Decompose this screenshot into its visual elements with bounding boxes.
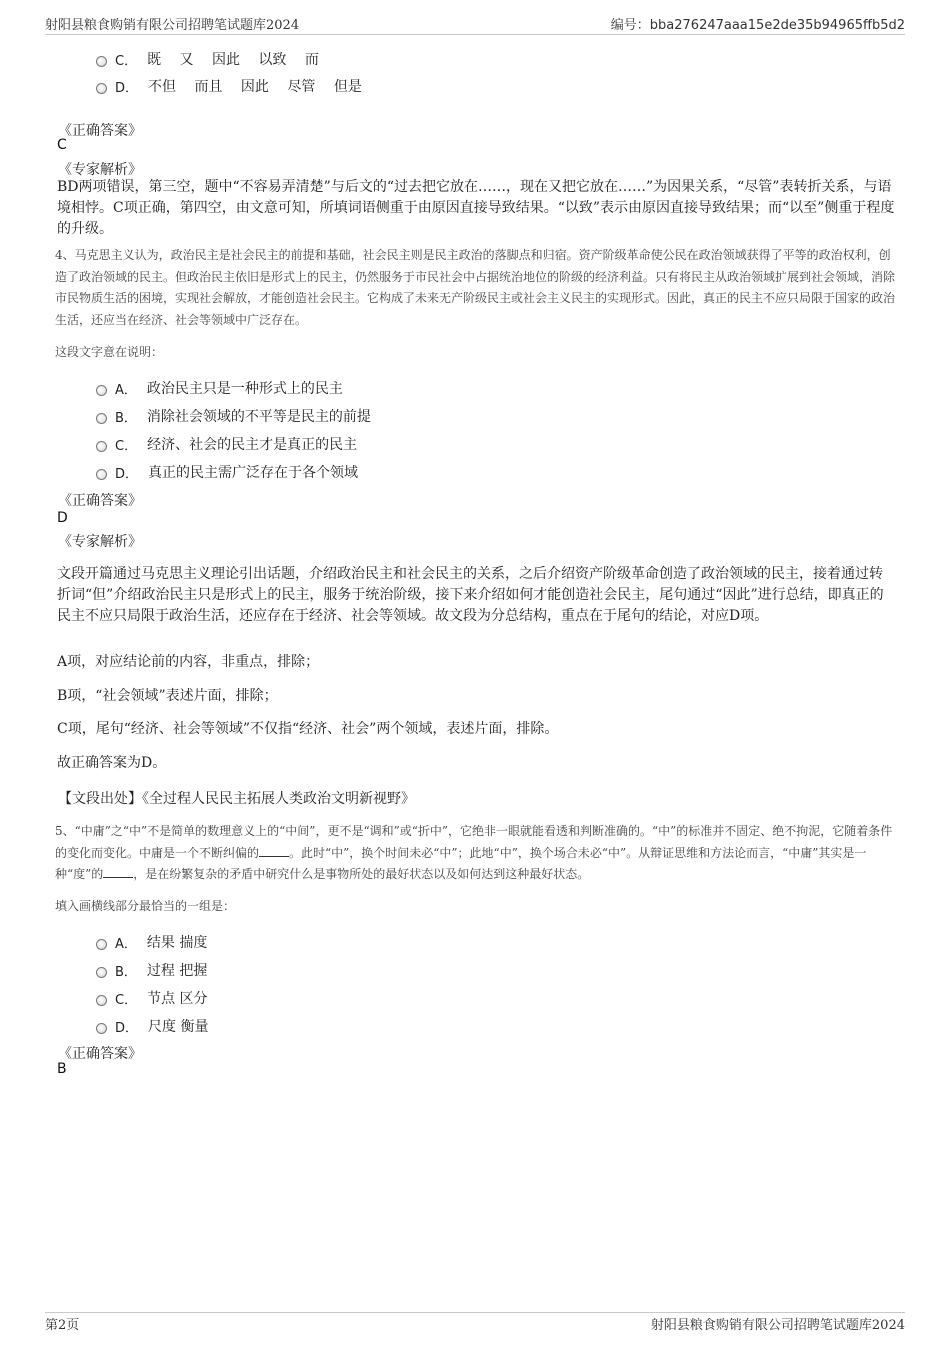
q4-analysis-label: 《专家解析》 <box>58 534 142 550</box>
radio-button-icon[interactable] <box>96 413 107 424</box>
q3-option-d[interactable] <box>96 76 362 96</box>
option-text: 不但 而且 因此 尽管 但是 <box>148 79 362 95</box>
q4-option-b[interactable] <box>96 406 371 426</box>
option-letter: B． <box>115 410 137 426</box>
page-number: 第2页 <box>45 1318 80 1333</box>
option-letter: B． <box>115 964 137 980</box>
radio-button-icon[interactable] <box>96 967 107 978</box>
radio-button-icon[interactable] <box>96 469 107 480</box>
q5-option-b[interactable] <box>96 960 207 980</box>
page-header-title: 射阳县粮食购销有限公司招聘笔试题库2024 <box>45 18 300 33</box>
radio-button-icon[interactable] <box>96 939 107 950</box>
radio-button-icon[interactable] <box>96 56 107 67</box>
q3-option-c[interactable] <box>96 49 319 69</box>
q4-prompt: 这段文字意在说明： <box>55 345 164 359</box>
option-text: 消除社会领域的不平等是民主的前提 <box>146 409 371 425</box>
q4-answer: D <box>57 510 68 526</box>
q5-stem-part-2: 。此时“中”，换个时间未必“中”；此地“中”，换个场合未必“中”。从辩证思维和方法论而言，“中庸”其实是一种“度”的 <box>55 845 867 881</box>
option-letter: A． <box>115 382 137 398</box>
q5-stem-part-3: ，是在纷繁复杂的矛盾中研究什么是事物所处的最好状态以及如何达到这种最好状态。 <box>133 867 590 881</box>
q4-note-c: C项，尾句“经济、社会等领域”不仅指“经济、社会”两个领域，表述片面，排除。 <box>57 721 559 737</box>
q3-analysis-label: 《专家解析》 <box>58 162 142 178</box>
q3-answer: C <box>57 137 67 153</box>
option-letter: C． <box>115 992 138 1008</box>
header-divider <box>45 34 905 35</box>
radio-button-icon[interactable] <box>96 995 107 1006</box>
radio-button-icon[interactable] <box>96 1023 107 1034</box>
q5-option-c[interactable] <box>96 988 208 1008</box>
q4-source: 【文段出处】《全过程人民民主拓展人类政治文明新视野》 <box>58 791 415 807</box>
option-text: 政治民主只是一种形式上的民主 <box>146 381 343 397</box>
q5-answer: B <box>57 1061 67 1077</box>
radio-button-icon[interactable] <box>96 385 107 396</box>
document-code: 编号：bba276247aaa15e2de35b94965ffb5d2 <box>610 18 905 33</box>
option-letter: D． <box>115 1020 139 1036</box>
q3-analysis: BD两项错误，第三空，题中“不容易弄清楚”与后文的“过去把它放在……，现在又把它放在……”为因果关系，“尽管”表转折关系，与语境相悖。C项正确，第四空，由文意可知，所填词语侧重于由原因直接导致结果。“以致”表示由原因直接导致结果；而“以至”侧重于程度的升级。 <box>57 179 895 237</box>
q5-stem <box>55 821 897 886</box>
q5-answer-label: 《正确答案》 <box>58 1046 142 1062</box>
q4-note-b: B项，“社会领域”表述片面，排除； <box>57 688 278 704</box>
option-text: 真正的民主需广泛存在于各个领域 <box>148 465 359 481</box>
q4-option-d[interactable] <box>96 462 358 482</box>
q4-note-a: A项，对应结论前的内容，非重点，排除； <box>57 654 320 670</box>
q4-analysis: 文段开篇通过马克思主义理论引出话题，介绍政治民主和社会民主的关系，之后介绍资产阶级革命创造了政治领域的民主，接着通过转折词“但”介绍政治民主只是形式上的民主，服务于统治阶级，接下来介绍如何才能创造社会民主，尾句通过“因此”进行总结，即真正的民主不应只局限于政治生活，还应存在于经济、社会等领域。故文段为分总结构，重点在于尾句的结论，对应D项。 <box>57 566 884 624</box>
radio-button-icon[interactable] <box>96 83 107 94</box>
footer-divider <box>45 1312 905 1313</box>
q5-prompt: 填入画横线部分最恰当的一组是： <box>55 899 236 913</box>
option-text: 结果 揣度 <box>146 935 208 951</box>
option-text: 过程 把握 <box>146 963 208 979</box>
q5-option-d[interactable] <box>96 1016 208 1036</box>
q4-stem: 4、马克思主义认为，政治民主是社会民主的前提和基础，社会民主则是民主政治的落脚点和归宿。资产阶级革命使公民在政治领域获得了平等的政治权利，创造了政治领域的民主。但政治民主依旧是形式上的民主，仍然服务于市民社会中占据统治地位的阶级的经济利益。只有将民主从政治领域扩展到社会领域，消除市民物质生活的困境，实现社会解放，才能创造社会民主。它构成了未来无产阶级民主或社会主义民主的实现形式。因此，真正的民主不应只局限于国家的政治生活，还应当在经济、社会等领域中广泛存在。 <box>55 248 896 327</box>
option-text: 尺度 衡量 <box>148 1019 209 1035</box>
q5-option-a[interactable] <box>96 932 207 952</box>
option-letter: C． <box>115 438 138 454</box>
option-letter: C． <box>115 53 138 69</box>
q4-option-a[interactable] <box>96 378 343 398</box>
q3-answer-label: 《正确答案》 <box>58 123 142 139</box>
option-text: 节点 区分 <box>147 991 208 1007</box>
footer-title: 射阳县粮食购销有限公司招聘笔试题库2024 <box>650 1318 905 1333</box>
q4-option-c[interactable] <box>96 434 357 454</box>
q4-answer-label: 《正确答案》 <box>58 493 142 509</box>
fill-blank-1 <box>259 844 289 857</box>
radio-button-icon[interactable] <box>96 441 107 452</box>
option-letter: D． <box>115 80 139 96</box>
fill-blank-2 <box>103 865 133 878</box>
option-text: 经济、社会的民主才是真正的民主 <box>147 437 358 453</box>
option-letter: D． <box>115 466 139 482</box>
q4-conclusion: 故正确答案为D。 <box>57 755 167 771</box>
option-letter: A． <box>115 936 137 952</box>
q5-stem-part-1: 5、“中庸”之“中”不是简单的数理意义上的“中间”，更不是“调和”或“折中”，它绝非一眼就能看透和判断准确的。“中”的标准并不固定、绝不拘泥，它随着条件的变化而变化。中庸是一个不断纠偏的 <box>55 824 893 860</box>
option-text: 既 又 因此 以致 而 <box>147 52 319 68</box>
